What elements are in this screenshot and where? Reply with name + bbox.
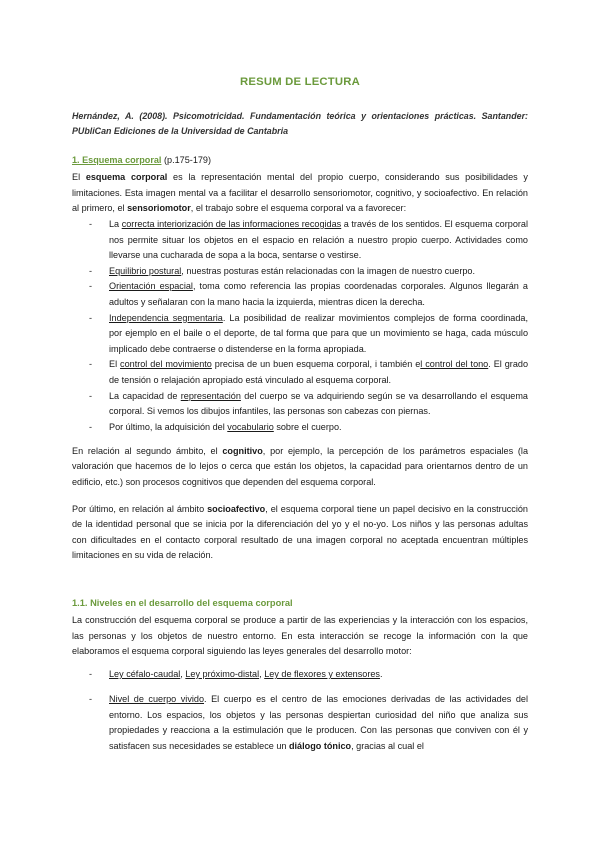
document-title: RESUM DE LECTURA (240, 76, 360, 88)
list-item (72, 389, 528, 420)
list-item (72, 217, 528, 264)
list-item (72, 692, 528, 754)
list-item (72, 264, 528, 280)
underlined-term: Orientación espacial (109, 281, 193, 292)
text: , nuestras posturas están relacionadas con la imagen de nuestro cuerpo. (181, 265, 476, 276)
benefits-list (72, 217, 528, 435)
text: precisa de un buen esquema corporal, i también e (211, 359, 421, 370)
law-proximo-distal: Ley próximo-distal (185, 669, 260, 679)
text: del cuerpo se va adquiriendo según se va desarrollando el esquema corporal. Si vemos los dibujos infantiles, las personas son cabezas con piernas. (109, 390, 528, 417)
section-heading-title: 1. Esquema corporal (72, 155, 162, 165)
text: sobre el cuerpo. (273, 421, 342, 432)
law-flexores-extensores: Ley de flexores y extensores (264, 669, 380, 679)
underlined-term: correcta interiorización de las informaciones recogidas (121, 219, 342, 229)
list-item (72, 279, 528, 310)
levels-list (72, 692, 528, 754)
text: En relación al segundo ámbito, el (72, 446, 223, 456)
underlined-term: Independencia segmentaria (109, 312, 223, 323)
term-esquema-corporal: esquema corporal (85, 172, 168, 182)
text: . El grado de tensión o relajación apropiado está vinculado al esquema corporal. (109, 359, 528, 385)
text: , (180, 669, 186, 679)
dash-bullet: - (89, 669, 93, 679)
underlined-term: representación (180, 390, 241, 401)
dash-bullet: - (89, 281, 93, 292)
text: es la representación mental del propio cuerpo, considerando sus posibilidades y limitaciones. Esta imagen mental va a facilitar el desarrollo sensoriomotor, cognitivo, y socioafectivo. En relación al primero, el (72, 172, 528, 214)
text: . (379, 669, 383, 679)
text: a través de los sentidos. El esquema corporal nos permite situar los objetos en el espacio en relación a nuestro propio cuerpo. Actividades como llevarse una cucharada de sopa a la boca, sentarse o vestirse. (109, 219, 528, 261)
underlined-term: Equilibrio postural (109, 265, 182, 276)
list-item (72, 357, 528, 388)
text: , el esquema corporal tiene un papel decisivo en la construcción de la identidad personal que se inicia por la diferenciación del yo y el no-yo. Los niños y las personas adultas con dificultades en el contacto corporal resultado de una imagen corporal no aceptada encuentran múltiples limitaciones en su vida de relación. (72, 504, 528, 561)
text: , (259, 669, 265, 679)
text: , gracias al cual el (351, 740, 424, 751)
dash-bullet: - (89, 265, 93, 276)
subsection-heading: 1.1. Niveles en el desarrollo del esquema corporal (72, 598, 293, 608)
law-cefalo-caudal: Ley céfalo-caudal (109, 669, 181, 679)
socioaffective-paragraph (72, 502, 528, 564)
dash-bullet: - (89, 421, 93, 432)
dash-bullet: - (89, 694, 93, 704)
dash-bullet: - (89, 219, 93, 229)
text: El (72, 172, 86, 182)
underlined-term: Nivel de cuerpo vivido (109, 694, 205, 704)
term-cognitivo: cognitivo (222, 446, 263, 456)
text: La (109, 219, 122, 229)
laws-list (72, 667, 528, 683)
text: , toma como referencia las propias coordenadas corporales. Algunos llegarán a adultos y señalaran con la mano hacia la izquierda, mientras dicen la derecha. (109, 281, 528, 307)
dash-bullet: - (89, 390, 93, 401)
list-item (72, 667, 528, 683)
term-sensoriomotor: sensoriomotor (127, 203, 191, 214)
text: , el trabajo sobre el esquema corporal va a favorecer: (190, 203, 407, 214)
list-item (72, 420, 528, 436)
text: . El cuerpo es el centro de las emociones derivadas de las actividades del entorno. Los espacios, los objetos y las personas despiertan curiosidad del niño que analiza sus propiedades y reacciona a la estimulación que le producen. Con las personas que conviven con él y satisfacen sus necesidades se establece un (109, 694, 528, 751)
underlined-term: vocabulario (227, 421, 274, 432)
text: El (109, 359, 121, 370)
underlined-term: control del movimiento (120, 359, 212, 370)
text: , por ejemplo, la percepción de los parámetros espaciales (la valoración que hacemos de lo lejos o cerca que están los objetos, la capacidad para orientarnos dentro de un edificio, etc.) son procesos cognitivos que dependen del esquema corporal. (72, 446, 529, 487)
section-heading (72, 155, 211, 165)
bibliographic-reference: Hernández, A. (2008). Psicomotricidad. Fundamentación teórica y orientaciones prácticas. Santander: PUbliCan Ediciones de la Universidad de Cantabria (72, 111, 528, 136)
list-item (72, 311, 528, 358)
text: . La posibilidad de realizar movimientos complejos de forma coordinada, por ejemplo en el baile o el deporte, de tal forma que para que un movimiento se haga, cada músculo implicado debe contraerse o distenderse en la forma apropiada. (109, 312, 528, 354)
intro-paragraph (72, 170, 528, 217)
term-dialogo-tonico: diálogo tónico (288, 740, 352, 751)
cognitive-paragraph (72, 444, 528, 490)
term-socioafectivo: socioafectivo (207, 504, 266, 514)
section-heading-pages: (p.175-179) (164, 155, 212, 165)
text: Por último, la adquisición del (109, 421, 228, 432)
text: La capacidad de (109, 390, 181, 401)
subsection-intro: La construcción del esquema corporal se produce a partir de las experiencias y la interacción con los espacios, las personas y los objetos de nuestro entorno. En esta interacción se recoge la información con la que elaboramos el esquema corporal siguiendo las leyes generales del desarrollo motor: (72, 615, 528, 657)
text: Por último, en relación al ámbito (72, 504, 208, 514)
dash-bullet: - (89, 312, 93, 323)
underlined-term: l control del tono (420, 359, 489, 370)
dash-bullet: - (89, 359, 93, 370)
